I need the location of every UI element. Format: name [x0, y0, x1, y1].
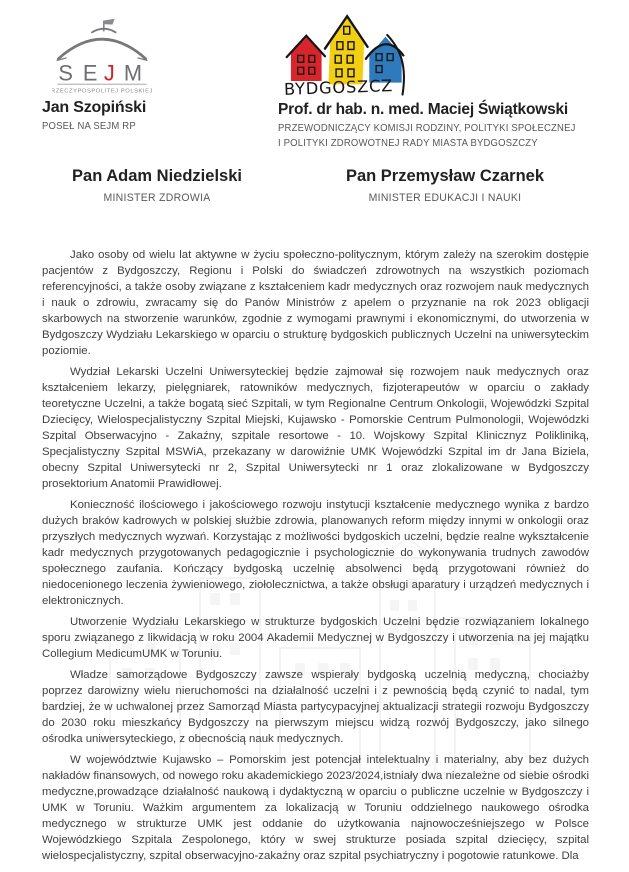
bydgoszcz-logo-icon	[284, 6, 412, 98]
paragraph-2: Wydział Lekarski Uczelni Uniwersyteckiej będzie zajmował się rozwojem nauk medycznych oraz kształceniem lekarzy, pielęgniarek, ratowników medycznych, fizjoterapeutów w oparciu o zakłady teoretyczne Uczelni, a także bogatą sieć Szpitali, w tym Regionalne Centrum Onkologii, Wojewódzki Szpital Dziecięcy, Wielospecjalistyczny Szpital Miejski, Kujawsko - Pomorskie Centrum Pulmonologii, Wojewódzki Szpital Obserwacyjno - Zakaźny, szpitale resortowe - 10. Wojskowy Szpital Klinicznyz Polikliniką, Specjalistyczny Szpital MSWiA, przekazany w darowiźnie UMK Wojewódzki Szpital im dr Jana Biziela, obecny Szpital Uniwersytecki nr 2, Szpital Uniwersytecki nr 1 oraz zlokalizowane w Bydgoszczy prosektorium Anatomii Prawidłowej.	[42, 366, 589, 490]
recipient-title: MINISTER ZDROWIA	[103, 192, 211, 204]
recipient-name: Pan Adam Niedzielski	[72, 167, 242, 185]
recipient-minister-zdrowia	[27, 166, 287, 204]
sender-left-block	[42, 16, 272, 133]
paragraph-4: Utworzenie Wydziału Lekarskiego w strukturze bydgoskich Uczelni będzie rozwiązaniem lokalnego sporu związanego z likwidacją w roku 2004 Akademii Medycznej w Bydgoszczy i utworzenia na jej majątku Collegium MedicumUMK w Toruniu.	[42, 616, 589, 660]
sejm-letter-j: J	[103, 60, 115, 86]
sender-right-name: Prof. dr hab. n. med. Maciej Świątkowski	[278, 101, 569, 118]
sender-right-block	[278, 6, 593, 150]
bydgoszcz-logo	[284, 6, 412, 98]
sender-right-role-line1: PRZEWODNICZĄCY KOMISJI RODZINY, POLITYKI SPOŁECZNEJ	[278, 123, 576, 134]
paragraph-1: Jako osoby od wielu lat aktywne w życiu społeczno-politycznym, którym zależy na szerokim dostępie pacjentów z Bydgoszczy, Regionu i Polski do świadczeń zdrowotnych na wszystkich poziomach referencyjności, a także osoby związane z kształceniem kadr medycznych oraz rozwojem nauk medycznych i nauk o zdrowiu, zwracamy się do Panów Ministrów z apelem o przyznanie na rok 2023 obligacji skarbowych na stworzenie warunków, zgodnie z wymogami prawnymi i ekonomicznymi, do utworzenia w Bydgoszczy Wydziału Lekarskiego w oparciu o strukturę bydgoskich publicznych Uczelni na uniwersyteckim poziomie.	[42, 249, 589, 357]
paragraph-6: W województwie Kujawsko – Pomorskim jest potencjał intelektualny i materialny, aby bez dużych nakładów finansowych, od nowego roku akademickiego 2023/2024,istniały dwa niezależne od siebie ośrodki medyczne,prowadzące działalność naukową i dydaktyczną w oparciu o publiczne uczelnie w Bydgoszczy i UMK w Toruniu. Ważkim argumentem za lokalizacją w Toruniu oddzielnego naukowego ośrodka medycznego w strukturze UMK jest oddanie do użytkowania najnowocześniejszego w Polsce Wojewódzkiego Szpitala Zespolonego, który w swej strukturze posiada szpital dziecięcy, szpital wielospecjalistyczny, szpital obserwacyjno-zakaźny oraz szpital psychiatryczny i pogotowie ratunkowe. Dla	[42, 754, 589, 862]
sejm-logo-icon	[52, 16, 152, 96]
sejm-letter-e: E	[82, 60, 98, 86]
paragraph-5: Władze samorządowe Bydgoszczy zawsze wspierały bydgoską uczelnią medyczną, chociażby poprzez darowizny wielu nieruchomości na działalność uczelni i z pewnością będą czynić to nadal, tym bardziej, że w uchwalonej przez Samorząd Miasta partycypacyjnej aktualizacji strategii rozwoju Bydgoszczy do 2030 roku mieszkańcy Bydgoszczy na pierwszym miejscu widzą rozwój Bydgoszczy, jako silnego ośrodka uniwersyteckiego, z obecnością nauk medycznych.	[42, 669, 589, 745]
sejm-letter-m: M	[123, 60, 142, 86]
paragraph-3: Konieczność ilościowego i jakościowego rozwoju instytucji kształcenie medycznego wynika z bardzo dużych braków kadrowych w polskiej służbie zdrowia, planowanych reform między innymi w onkologii oraz przyszłych medycznych wyzwań. Korzystając z możliwości bydgoskich uczelni, będzie realne wykształcenie kadr medycznych przygotowanych pedagogicznie i psychologicznie do wykonywania trudnych zawodów społecznego zaufania. Kończący bydgoską uczelnię absolwenci będą przygotowani również do niedocenionego leczenia żywieniowego, ziołolecznictwa, a także obsługi aparatury i urządzeń medycznych i elektronicznych.	[42, 499, 589, 607]
recipient-title: MINISTER EDUKACJI I NAUKI	[368, 192, 522, 204]
recipient-name: Pan Przemysław Czarnek	[345, 167, 545, 185]
sejm-letter-s: S	[58, 60, 73, 86]
sejm-logo-caption: RZECZYPOSPOLITEJ POLSKIEJ	[52, 88, 152, 95]
sejm-logo	[52, 16, 152, 96]
sender-right-role-line2: I POLITYKI ZDROWOTNEJ RADY MIASTA BYDGOSZCZY	[278, 138, 538, 149]
letter-body	[42, 247, 589, 864]
sender-left-name: Jan Szopiński	[42, 99, 147, 116]
bydgoszcz-wordmark: BYDGOSZCZ	[284, 76, 394, 98]
sender-left-role: POSEŁ NA SEJM RP	[42, 121, 136, 132]
recipient-minister-edukacji	[315, 166, 575, 204]
